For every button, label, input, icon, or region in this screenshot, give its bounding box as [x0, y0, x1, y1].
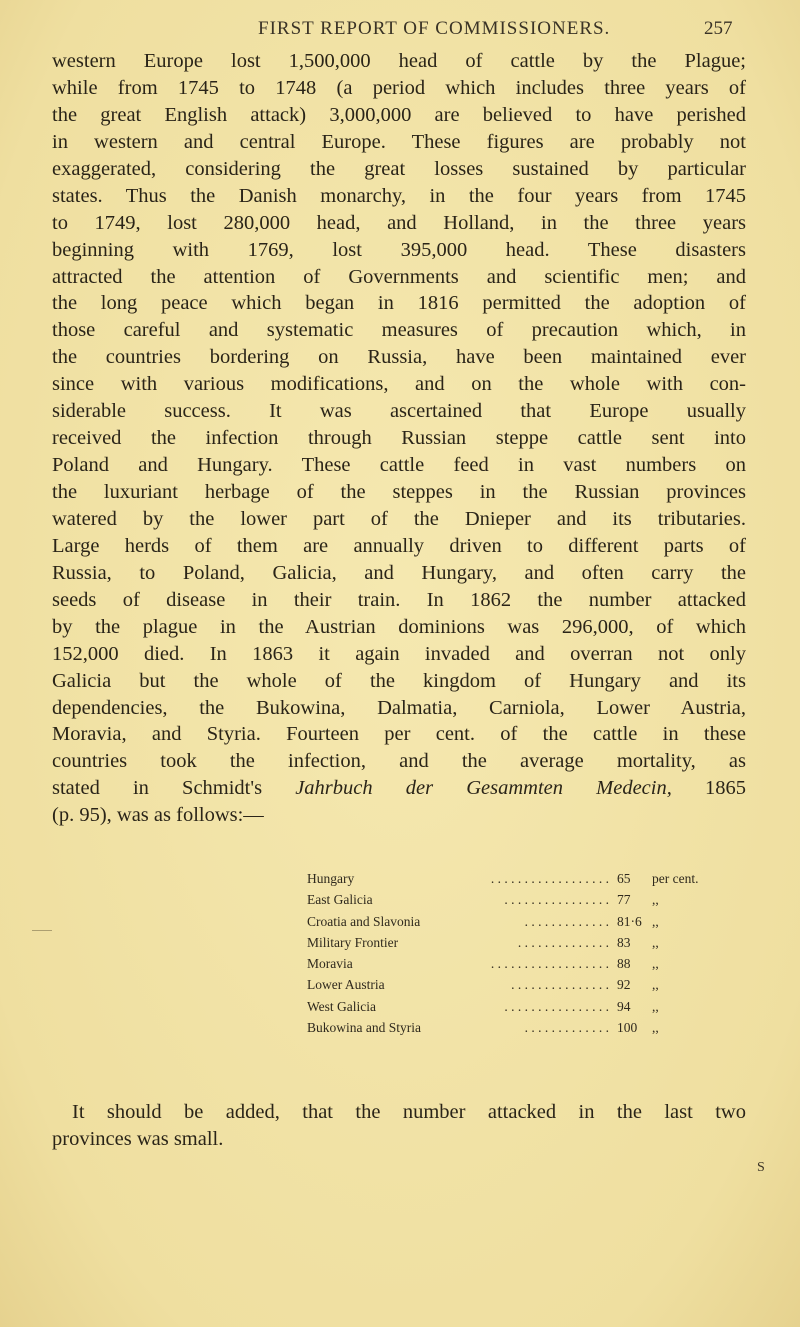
mortality-unit: ,, — [652, 913, 659, 929]
text-line: beginning with 1769, lost 395,000 head. These disasters — [52, 238, 746, 261]
page-number: 257 — [704, 18, 733, 39]
text-line: Galicia but the whole of the kingdom of Hungary and its — [52, 669, 746, 692]
table-row — [307, 1017, 707, 1038]
mortality-unit: ,, — [652, 1020, 659, 1036]
mortality-unit: ,, — [652, 977, 659, 993]
text-line: while from 1745 to 1748 (a period which includes three years of — [52, 76, 746, 99]
leader-dots: . . . . . . . . . . . . . . . . — [504, 892, 609, 908]
region-name: Hungary — [307, 871, 355, 886]
text-line: since with various modifications, and on the whole with con- — [52, 373, 746, 396]
main-paragraph — [52, 48, 746, 829]
leader-dots: . . . . . . . . . . . . . . . . . . — [490, 871, 609, 886]
mortality-unit: ,, — [652, 998, 659, 1014]
citation-prefix: stated in Schmidt's — [52, 777, 296, 800]
region-name: Military Frontier — [307, 934, 399, 950]
margin-mark — [32, 930, 52, 931]
region-name: Moravia — [307, 956, 353, 972]
mortality-value: 65 — [617, 871, 631, 886]
citation-year: 1865 — [671, 777, 746, 800]
mortality-value: 92 — [617, 977, 631, 993]
text-line: (p. 95), was as follows:— — [52, 804, 264, 827]
text-line: Large herds of them are annually driven to different parts of — [52, 534, 746, 557]
text-line-citation — [52, 775, 746, 802]
text-line: 152,000 died. In 1863 it again invaded and overran not only — [52, 642, 746, 665]
leader-dots: . . . . . . . . . . . . . — [524, 1020, 609, 1036]
mortality-unit: ,, — [652, 892, 659, 908]
region-name: Lower Austria — [307, 977, 385, 993]
table-row — [307, 996, 707, 1017]
text-line: the long peace which began in 1816 permitted the adoption of — [52, 292, 746, 315]
citation-title: Jahrbuch der Gesammten Medecin, — [295, 777, 672, 800]
region-name: West Galicia — [307, 998, 377, 1014]
mortality-unit: per cent. — [652, 871, 699, 886]
mortality-value: 83 — [617, 934, 631, 950]
leader-dots: . . . . . . . . . . . . . . — [517, 934, 609, 950]
mortality-unit: ,, — [652, 934, 659, 950]
text-line: It should be added, that the number attacked in the last two — [72, 1101, 746, 1123]
mortality-value: 100 — [617, 1020, 638, 1036]
table-row — [307, 889, 707, 910]
mortality-value: 77 — [617, 892, 631, 908]
text-line: seeds of disease in their train. In 1862 the number attacked — [52, 588, 746, 611]
text-line: watered by the lower part of the Dnieper and its tributaries. — [52, 507, 746, 530]
text-line: the countries bordering on Russia, have been maintained ever — [52, 346, 746, 369]
text-line: exaggerated, considering the great losses sustained by particular — [52, 157, 746, 180]
mortality-unit: ,, — [652, 956, 659, 972]
region-name: East Galicia — [307, 892, 373, 908]
signature-mark: S — [757, 1160, 765, 1175]
text-line: the luxuriant herbage of the steppes in the Russian provinces — [52, 481, 746, 503]
text-line: Poland and Hungary. These cattle feed in vast numbers on — [52, 454, 746, 477]
closing-paragraph — [52, 1099, 746, 1153]
leader-dots: . . . . . . . . . . . . . — [524, 913, 609, 929]
text-line: received the infection through Russian steppe cattle sent into — [52, 427, 746, 450]
table-row — [307, 974, 707, 995]
table-row — [307, 868, 707, 889]
text-line: the great English attack) 3,000,000 are believed to have perished — [52, 103, 746, 126]
text-line: countries took the infection, and the average mortality, as — [52, 750, 746, 773]
mortality-value: 81·6 — [617, 913, 642, 929]
text-line: attracted the attention of Governments and scientific men; and — [52, 265, 746, 288]
table-row — [307, 932, 707, 953]
leader-dots: . . . . . . . . . . . . . . . . . . — [490, 956, 609, 972]
text-line: to 1749, lost 280,000 head, and Holland, in the three years — [52, 211, 746, 234]
region-name: Croatia and Slavonia — [307, 913, 421, 929]
text-line: by the plague in the Austrian dominions was 296,000, of which — [52, 615, 746, 638]
text-line: states. Thus the Danish monarchy, in the four years from 1745 — [52, 184, 746, 207]
text-line: in western and central Europe. These figures are probably not — [52, 130, 746, 153]
running-title: FIRST REPORT OF COMMISSIONERS. — [258, 18, 611, 39]
text-line: Moravia, and Styria. Fourteen per cent. of the cattle in these — [52, 723, 746, 746]
mortality-value: 94 — [617, 998, 631, 1014]
table-row — [307, 953, 707, 974]
text-line: Russia, to Poland, Galicia, and Hungary, and often carry the — [52, 561, 746, 584]
text-line: those careful and systematic measures of precaution which, in — [52, 319, 746, 342]
leader-dots: . . . . . . . . . . . . . . . — [511, 977, 609, 993]
text-line: dependencies, the Bukowina, Dalmatia, Carniola, Lower Austria, — [52, 696, 746, 719]
text-line: siderable success. It was ascertained that Europe usually — [52, 400, 746, 423]
mortality-value: 88 — [617, 956, 631, 972]
mortality-table — [307, 868, 707, 1038]
leader-dots: . . . . . . . . . . . . . . . . — [504, 998, 609, 1014]
table-row — [307, 911, 707, 932]
running-header — [0, 18, 800, 42]
text-line: provinces was small. — [52, 1127, 224, 1150]
region-name: Bukowina and Styria — [307, 1020, 421, 1036]
text-line: western Europe lost 1,500,000 head of cattle by the Plague; — [52, 50, 746, 72]
